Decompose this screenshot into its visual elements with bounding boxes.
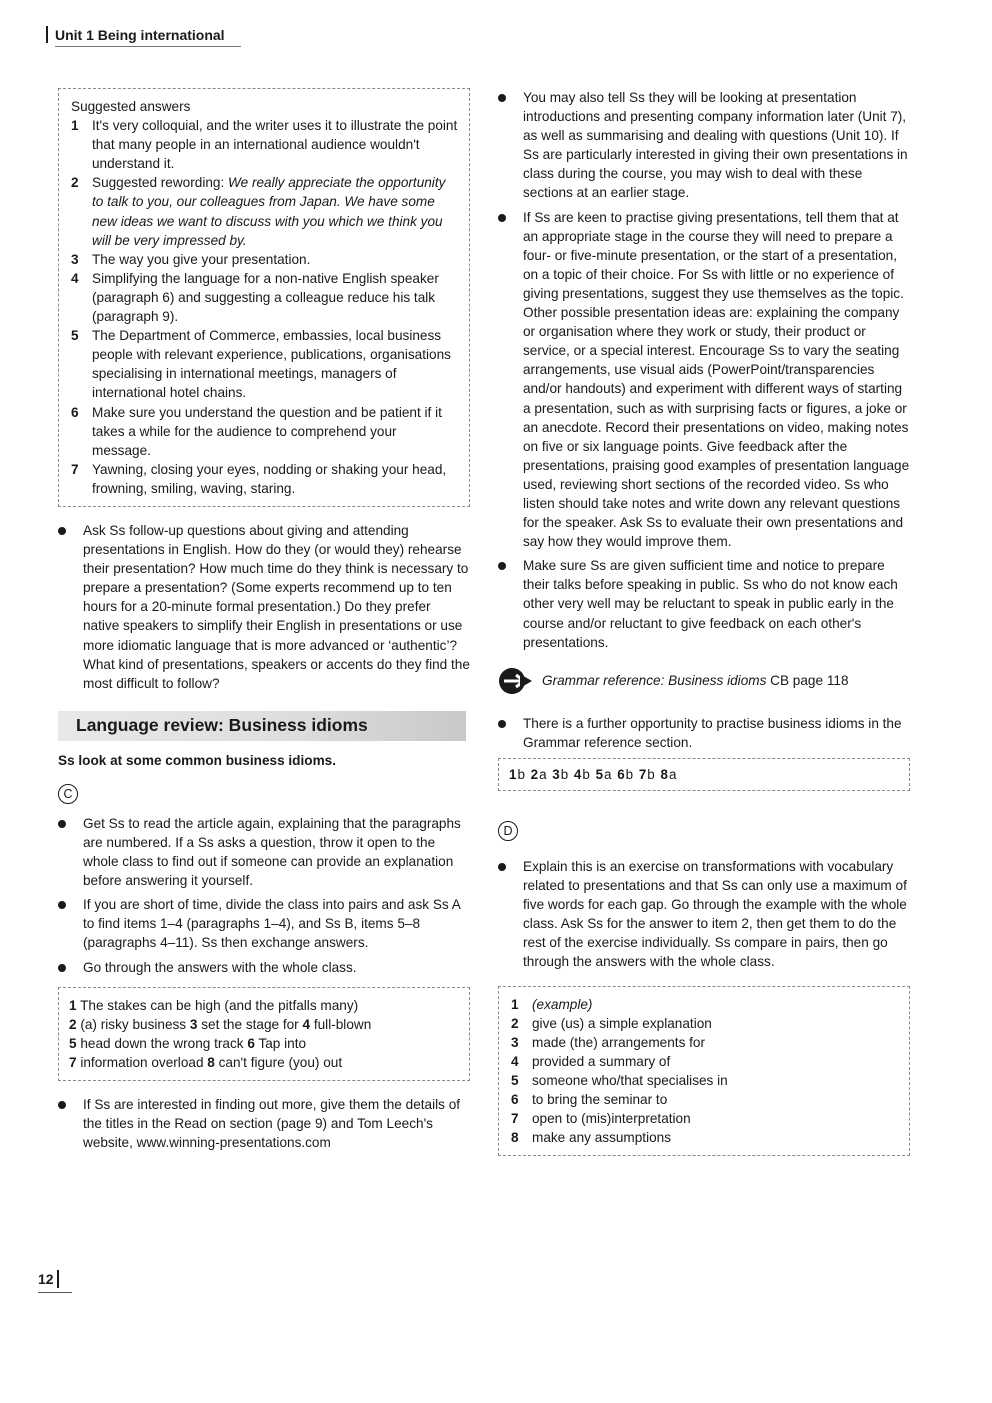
item-number: 7 <box>71 461 79 477</box>
bullet-icon <box>58 958 83 977</box>
page-number: 12 <box>38 1271 54 1287</box>
item-text: make any assumptions <box>532 1130 672 1146</box>
grammar-answer <box>531 767 548 782</box>
answer-text: Tap into <box>254 1035 307 1051</box>
answer-number: 2 <box>530 766 540 782</box>
bullet-icon <box>58 895 83 952</box>
idiom-answer-line <box>69 1015 459 1034</box>
item-text-part: Simplifying the language for a non-native English speaker (paragraph 6) and suggesting a colleague reduce his talk (paragraph 9). <box>92 270 439 325</box>
answer-text: can't figure (you) out <box>214 1054 343 1070</box>
answer-number: 8 <box>660 766 669 782</box>
grammar-answer <box>660 767 677 782</box>
answer-number: 3 <box>552 766 561 782</box>
answer-text: full-blown <box>310 1016 372 1032</box>
suggested-answers-list <box>71 116 459 498</box>
answer-text: The stakes can be high (and the pitfalls many) <box>76 997 359 1013</box>
section-c-marker: C <box>58 784 78 804</box>
item-text: to bring the seminar to <box>532 1092 668 1108</box>
language-review-title: Language review: Business idioms <box>76 714 368 735</box>
item-text-part: The way you give your presentation. <box>92 251 311 267</box>
item-number: 8 <box>511 1130 519 1146</box>
list-item <box>58 814 470 890</box>
footer-bar <box>57 1270 59 1288</box>
grammar-answer <box>596 767 613 782</box>
answer-letter: b <box>625 766 635 782</box>
item-number: 6 <box>511 1092 519 1108</box>
item-text <box>92 250 459 269</box>
language-review-heading <box>58 711 470 741</box>
transformation-answer <box>511 995 899 1014</box>
header-rule <box>55 46 241 47</box>
header-bar <box>46 26 48 43</box>
bullet-text: Make sure Ss are given sufficient time and notice to prepare their talks before speaking in public. Ss who do not know each other very well may be reluctant to speak in public early in the course and/or reluctant to give feedback on each other's presentations. <box>523 558 898 650</box>
item-number: 7 <box>511 1111 519 1127</box>
answer-number: 4 <box>302 1016 311 1032</box>
answer-number: 4 <box>573 766 583 782</box>
item-number: 3 <box>71 251 79 267</box>
idiom-answers-box <box>58 987 470 1081</box>
bullet-grammar <box>498 714 910 752</box>
transformation-answer <box>511 1052 899 1071</box>
bullet-icon <box>498 857 523 972</box>
suggested-answer-item <box>71 173 459 249</box>
answer-letter: b <box>560 766 570 782</box>
item-number: 5 <box>71 328 79 344</box>
item-number: 2 <box>71 175 79 191</box>
arrow-icon <box>498 666 534 696</box>
bullet-icon <box>58 1095 83 1152</box>
suggested-answer-item <box>71 460 459 498</box>
item-text <box>92 116 459 173</box>
grammar-reference-text <box>542 671 849 690</box>
answer-letter: a <box>539 766 548 782</box>
suggested-answer-item <box>71 116 459 173</box>
answer-number: 6 <box>617 766 626 782</box>
item-text: open to (mis)interpretation <box>532 1111 691 1127</box>
bullet-text: Go through the answers with the whole class. <box>83 959 357 975</box>
grammar-answer <box>617 767 634 782</box>
answer-number: 1 <box>69 997 77 1013</box>
bullet-follow-up <box>58 521 470 693</box>
unit-header <box>46 26 225 43</box>
grammar-reference-title: Grammar reference: Business idioms <box>542 673 767 689</box>
item-number: 1 <box>71 118 79 134</box>
grammar-answer <box>509 767 526 782</box>
item-number: 1 <box>511 996 519 1012</box>
bullet-text: Get Ss to read the article again, explaining that the paragraphs are numbered. If a Ss asks a question, throw it open to the whole class to find out if someone can provide an explanation before answering it yourself. <box>83 815 461 889</box>
grammar-answer <box>639 767 656 782</box>
answer-letter: a <box>668 766 678 782</box>
section-d-marker: D <box>498 821 518 841</box>
list-item <box>498 556 910 651</box>
answer-text: set the stage for <box>197 1016 299 1032</box>
transformation-answer <box>511 1071 899 1090</box>
item-number: 4 <box>71 270 79 286</box>
bullet-text: You may also tell Ss they will be looking at presentation introductions and presenting company information later (Unit 7), as well as summarising and dealing with questions (Unit 10). If Ss are particularly interested in giving their own presentations in class during the course, you may wish to deal with these sections at an earlier stage. <box>523 90 908 201</box>
bullet-icon <box>498 208 523 552</box>
list-item <box>58 895 470 952</box>
bullet-text: If Ss are interested in finding out more, give them the details of the titles in the Read on section (page 9) and Tom Leech's website, www.winning-presentations.com <box>83 1097 461 1151</box>
grammar-answers-box <box>498 758 910 791</box>
answer-number: 6 <box>247 1035 255 1051</box>
item-number: 2 <box>511 1015 519 1031</box>
bullet-text: Ask Ss follow-up questions about giving and attending presentations in English. How do they (or would they) rehearse their presentation? How much time do they think is necessary to prepare a presentation? (Some experts recommend up to ten hours for a 20-minute formal presentation.) Do they prefer native speakers to simplify their English in presentations or use more idiomatic language that is more advanced or ‘authentic’? What kind of presentations, speakers or accents do they find the most difficult to follow? <box>83 522 470 691</box>
answer-number: 8 <box>207 1054 215 1070</box>
list-item <box>58 958 470 977</box>
item-text-part: We really appreciate the opportunity to talk to you, our colleagues from Japan. We have some new ideas we want to discuss with you which we think you will be very impressed by. <box>92 175 446 248</box>
answer-number: 5 <box>69 1035 77 1051</box>
item-text <box>92 460 459 498</box>
transformation-answer <box>511 1033 899 1052</box>
item-text <box>92 326 459 402</box>
footer-rule <box>38 1292 72 1293</box>
list-item <box>498 208 910 552</box>
language-review-bullets <box>58 814 470 977</box>
grammar-answer <box>552 767 569 782</box>
bullet-text: There is a further opportunity to practise business idioms in the Grammar reference section. <box>523 715 902 750</box>
page-footer <box>38 1270 59 1288</box>
transformation-answers-box <box>498 986 910 1157</box>
answer-text: information overload <box>76 1054 204 1070</box>
suggested-answer-item <box>71 326 459 402</box>
bullet-icon <box>58 521 83 693</box>
list-item <box>498 88 910 203</box>
language-review-intro: Ss look at some common business idioms. <box>58 752 336 768</box>
idiom-answer-line <box>69 1034 459 1053</box>
suggested-answer-item <box>71 403 459 460</box>
answer-number: 1 <box>509 766 518 782</box>
bullet-icon <box>58 814 83 890</box>
answer-letter: b <box>582 766 591 782</box>
item-number: 4 <box>511 1053 519 1069</box>
bullet-text: If Ss are keen to practise giving presentations, tell them that at an appropriate stage in the course they will need to prepare a four- or five-minute presentation, or the start of a presentation, on a topic of their choice. For Ss with little or no experience of giving presentations, suggest they use themselves as the topic. Other possible presentation ideas are: explaining the company or organisation where they work or study, their product or service, or a special interest. Encourage Ss to vary the seating arrangements, use visual aids (PowerPoint/transparencies and/or handouts) and experiment with different ways of starting a presentation, such as with surprising facts or figures, a joke or an anecdote. Record their presentations on video, making notes on five or six language points. Give feedback after the presentations, praising good examples of presentation language used, reviewing short sections of the recorded video. Ss who listen should take notes and write down any relevant questions for the speaker. Ask Ss to evaluate their own presentations and say how they would improve them. <box>523 209 910 550</box>
bullet-icon <box>498 556 523 651</box>
bullet-icon <box>498 88 523 203</box>
item-text <box>92 269 459 326</box>
suggested-answer-item <box>71 250 459 269</box>
right-bullets <box>498 88 910 652</box>
bullet-transformations <box>498 857 910 972</box>
item-text: made (the) arrangements for <box>532 1034 706 1050</box>
item-number: 6 <box>71 404 79 420</box>
item-text: provided a summary of <box>532 1053 671 1069</box>
item-text <box>92 403 459 460</box>
bullet-text: Explain this is an exercise on transformations with vocabulary related to presentations and that Ss can only use a maximum of five words for each gap. Go through the example with the whole class. Ask Ss for the answer to item 2, then get them to do the rest of the exercise individually. Ss compare in pairs, then go through the answers with the whole class. <box>523 859 907 970</box>
answer-number: 7 <box>69 1054 77 1070</box>
answer-letter: b <box>517 766 526 782</box>
item-text <box>92 173 459 249</box>
answer-number: 7 <box>638 766 648 782</box>
answer-letter: b <box>647 766 656 782</box>
idiom-answer-line <box>69 996 459 1015</box>
answer-number: 5 <box>595 766 605 782</box>
item-text-part: Make sure you understand the question and be patient if it takes a while for the audience to comprehend your message. <box>92 404 442 458</box>
answer-number: 3 <box>189 1016 198 1032</box>
transformation-answer <box>511 1109 899 1128</box>
grammar-reference <box>498 666 910 696</box>
grammar-reference-page: CB page 118 <box>766 673 849 689</box>
left-column <box>58 88 470 1157</box>
transformation-answer <box>511 1014 899 1033</box>
suggested-answer-item <box>71 269 459 326</box>
idiom-answer-line <box>69 1053 459 1072</box>
item-text-part: The Department of Commerce, embassies, local business people with relevant experience, publications, organisations specialising in international meetings, managers of international hotel chains. <box>92 328 451 401</box>
item-text: someone who/that specialises in <box>532 1072 728 1088</box>
unit-title: Unit 1 Being international <box>55 27 225 43</box>
transformation-answer <box>511 1090 899 1109</box>
item-text: (example) <box>532 996 593 1012</box>
item-text-part: Suggested rewording: <box>92 175 229 191</box>
bullet-icon <box>498 714 523 752</box>
answer-number: 2 <box>69 1016 77 1032</box>
transformation-answer <box>511 1128 899 1147</box>
answer-text: (a) risky business <box>76 1016 187 1032</box>
suggested-answers-box <box>58 88 470 507</box>
bullet-text: If you are short of time, divide the class into pairs and ask Ss A to find items 1–4 (paragraphs 1–4), and Ss B, items 5–8 (paragraphs 4–11). Ss then exchange answers. <box>83 897 461 951</box>
item-text-part: Yawning, closing your eyes, nodding or shaking your head, frowning, smiling, waving, staring. <box>92 461 447 496</box>
item-text-part: It's very colloquial, and the writer uses it to illustrate the point that many people in an international audience wouldn't understand it. <box>92 118 458 172</box>
answer-letter: a <box>604 766 613 782</box>
answer-text: head down the wrong track <box>76 1035 244 1051</box>
suggested-answers-title: Suggested answers <box>71 99 191 114</box>
item-text: give (us) a simple explanation <box>532 1015 712 1031</box>
grammar-answer <box>574 767 591 782</box>
item-number: 5 <box>511 1072 519 1088</box>
bullet-read-on <box>58 1095 470 1152</box>
right-column <box>498 88 910 1156</box>
item-number: 3 <box>511 1034 519 1050</box>
